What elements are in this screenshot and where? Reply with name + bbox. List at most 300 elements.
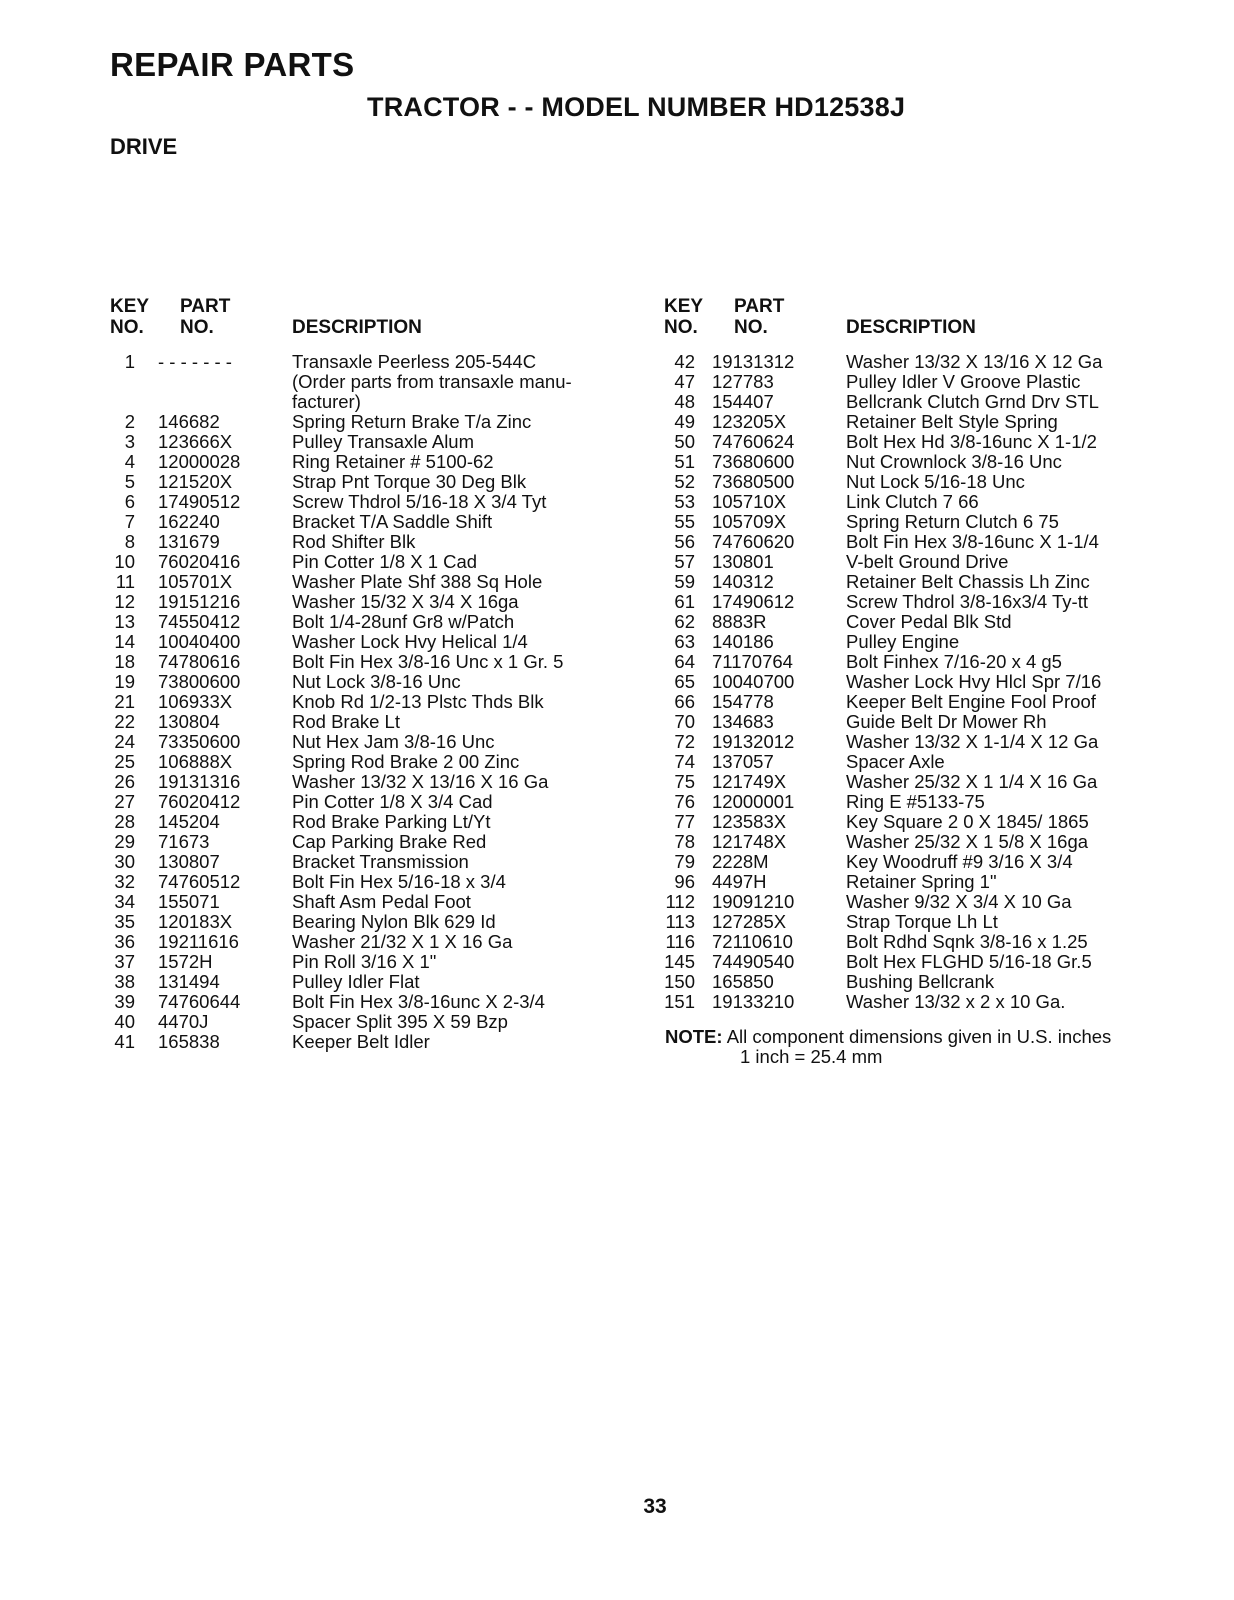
part-number: 127285X xyxy=(712,911,787,932)
description-line: Rod Shifter Blk xyxy=(292,531,416,552)
part-description xyxy=(292,1032,430,1052)
description-line: Key Woodruff #9 3/16 X 3/4 xyxy=(846,851,1073,872)
description-line: Retainer Belt Style Spring xyxy=(846,411,1058,432)
key-cell xyxy=(105,432,135,452)
description-line: Nut Hex Jam 3/8-16 Unc xyxy=(292,731,495,752)
right-header-description: DESCRIPTION xyxy=(846,317,976,338)
part-number: 130807 xyxy=(158,851,220,872)
description-line: Washer 9/32 X 3/4 X 10 Ga xyxy=(846,891,1072,912)
parts-row xyxy=(660,432,1180,452)
part-number: 76020416 xyxy=(158,551,241,572)
key-cell xyxy=(105,892,135,912)
key-cell xyxy=(660,572,695,592)
key-cell xyxy=(105,732,135,752)
key-number: 42 xyxy=(674,351,695,372)
key-number: 64 xyxy=(674,651,695,672)
description-line: Retainer Spring 1" xyxy=(846,871,997,892)
parts-row xyxy=(105,612,605,632)
part-description xyxy=(292,652,563,672)
part-number: 2228M xyxy=(712,851,769,872)
part-description xyxy=(846,812,1089,832)
part-description xyxy=(846,932,1088,952)
part-description xyxy=(292,952,436,972)
key-cell xyxy=(660,832,695,852)
part-description xyxy=(846,372,1080,392)
key-cell xyxy=(660,812,695,832)
key-number: 34 xyxy=(114,891,135,912)
description-line: Keeper Belt Engine Fool Proof xyxy=(846,691,1096,712)
part-number: 4497H xyxy=(712,871,767,892)
key-number: 77 xyxy=(674,811,695,832)
description-line: Pin Cotter 1/8 X 1 Cad xyxy=(292,551,478,572)
key-cell xyxy=(660,892,695,912)
key-number: 51 xyxy=(674,451,695,472)
parts-row xyxy=(660,972,1180,992)
key-cell xyxy=(105,552,135,572)
key-cell xyxy=(105,872,135,892)
key-cell xyxy=(660,652,695,672)
key-number: 13 xyxy=(114,611,135,632)
parts-row xyxy=(105,572,605,592)
key-cell xyxy=(105,632,135,652)
description-line: Shaft Asm Pedal Foot xyxy=(292,891,471,912)
parts-row xyxy=(105,352,605,412)
part-number: 130801 xyxy=(712,551,774,572)
part-number: 145204 xyxy=(158,811,220,832)
key-cell xyxy=(105,832,135,852)
key-number: 8 xyxy=(124,531,135,552)
key-number: 74 xyxy=(674,751,695,772)
key-cell xyxy=(105,712,135,732)
parts-row xyxy=(105,932,605,952)
part-description xyxy=(292,492,546,512)
part-description xyxy=(292,512,492,532)
parts-row xyxy=(660,352,1180,372)
description-line: Link Clutch 7 66 xyxy=(846,491,979,512)
parts-row xyxy=(660,612,1180,632)
part-number: 162240 xyxy=(158,511,220,532)
part-number: 73800600 xyxy=(158,671,241,692)
parts-row xyxy=(660,632,1180,652)
parts-row xyxy=(660,672,1180,692)
description-line: Pin Cotter 1/8 X 3/4 Cad xyxy=(292,791,493,812)
key-number: 36 xyxy=(114,931,135,952)
key-number: 37 xyxy=(114,951,135,972)
key-cell xyxy=(105,852,135,872)
part-description xyxy=(292,852,469,872)
part-description xyxy=(292,432,474,452)
part-number: 12000028 xyxy=(158,451,241,472)
part-description xyxy=(846,752,945,772)
parts-row xyxy=(660,552,1180,572)
parts-row xyxy=(105,672,605,692)
description-line: Washer Plate Shf 388 Sq Hole xyxy=(292,571,543,592)
description-line: V-belt Ground Drive xyxy=(846,551,1009,572)
key-cell xyxy=(105,492,135,512)
key-cell xyxy=(660,532,695,552)
key-cell xyxy=(105,1032,135,1052)
key-cell xyxy=(660,432,695,452)
key-number: 11 xyxy=(115,571,135,592)
key-number: 76 xyxy=(674,791,695,812)
header-key-line2: NO. xyxy=(110,317,144,338)
part-number: 130804 xyxy=(158,711,220,732)
part-description xyxy=(292,592,519,612)
part-number: 106933X xyxy=(158,691,233,712)
key-cell xyxy=(660,372,695,392)
part-description xyxy=(846,912,998,932)
key-cell xyxy=(660,792,695,812)
part-number: 105709X xyxy=(712,511,787,532)
part-number: 74760644 xyxy=(158,991,241,1012)
key-cell xyxy=(105,992,135,1012)
part-description xyxy=(846,572,1090,592)
description-line: Keeper Belt Idler xyxy=(292,1031,430,1052)
parts-row xyxy=(105,752,605,772)
parts-row xyxy=(660,772,1180,792)
part-description xyxy=(292,812,490,832)
key-number: 62 xyxy=(674,611,695,632)
parts-row xyxy=(105,592,605,612)
description-line: Nut Crownlock 3/8-16 Unc xyxy=(846,451,1062,472)
part-number: 10040400 xyxy=(158,631,241,652)
parts-row xyxy=(660,412,1180,432)
part-number: 154407 xyxy=(712,391,774,412)
description-line: Strap Torque Lh Lt xyxy=(846,911,998,932)
header-part-line1: PART xyxy=(734,296,785,317)
parts-row xyxy=(105,1012,605,1032)
part-description xyxy=(292,932,512,952)
parts-row xyxy=(660,452,1180,472)
key-number: 70 xyxy=(674,711,695,732)
key-number: 75 xyxy=(674,771,695,792)
part-description xyxy=(846,892,1072,912)
key-number: 57 xyxy=(674,551,695,572)
key-number: 18 xyxy=(114,651,135,672)
description-line: Bracket T/A Saddle Shift xyxy=(292,511,493,532)
left-parts-list xyxy=(105,352,605,1052)
part-number: 154778 xyxy=(712,691,774,712)
note-line2: 1 inch = 25.4 mm xyxy=(740,1046,883,1067)
parts-row xyxy=(660,472,1180,492)
page-title: REPAIR PARTS xyxy=(110,46,355,83)
key-number: 113 xyxy=(665,911,695,932)
key-cell xyxy=(105,772,135,792)
part-description xyxy=(292,732,495,752)
part-description xyxy=(292,572,542,592)
description-line: Pulley Idler Flat xyxy=(292,971,420,992)
key-cell xyxy=(105,792,135,812)
description-line: Bolt Fin Hex 5/16-18 x 3/4 xyxy=(292,871,506,892)
header-part-line1: PART xyxy=(180,296,231,317)
part-description xyxy=(292,972,420,992)
parts-row xyxy=(105,492,605,512)
key-cell xyxy=(105,912,135,932)
description-line: Bolt Fin Hex 3/8-16unc X 2-3/4 xyxy=(292,991,545,1012)
key-number: 49 xyxy=(674,411,695,432)
header-key-line1: KEY xyxy=(664,296,704,317)
key-cell xyxy=(105,572,135,592)
part-description xyxy=(292,832,486,852)
part-number: 74760512 xyxy=(158,871,241,892)
key-cell xyxy=(105,972,135,992)
description-line: Bushing Bellcrank xyxy=(846,971,995,992)
key-cell xyxy=(660,672,695,692)
parts-row xyxy=(105,812,605,832)
parts-row xyxy=(105,952,605,972)
part-number: 73350600 xyxy=(158,731,241,752)
parts-row xyxy=(105,712,605,732)
part-description xyxy=(292,412,531,432)
parts-row xyxy=(660,732,1180,752)
part-number: 131494 xyxy=(158,971,220,992)
key-number: 53 xyxy=(674,491,695,512)
description-line: Guide Belt Dr Mower Rh xyxy=(846,711,1047,732)
description-line: Washer 25/32 X 1 5/8 X 16ga xyxy=(846,831,1089,852)
key-number: 145 xyxy=(664,951,695,972)
section-title: DRIVE xyxy=(110,134,178,159)
key-number: 72 xyxy=(674,731,695,752)
part-description xyxy=(292,472,526,492)
description-line: Spring Return Brake T/a Zinc xyxy=(292,411,532,432)
key-number: 24 xyxy=(114,731,135,752)
part-number: 74780616 xyxy=(158,651,241,672)
key-number: 1 xyxy=(124,351,135,372)
description-line: Bellcrank Clutch Grnd Drv STL xyxy=(846,391,1099,412)
key-number: 38 xyxy=(114,971,135,992)
key-number: 47 xyxy=(674,371,695,392)
key-cell xyxy=(105,512,135,532)
parts-row xyxy=(660,712,1180,732)
part-description xyxy=(292,992,545,1012)
page-number: 33 xyxy=(643,1495,667,1518)
description-line: Washer 13/32 X 13/16 X 12 Ga xyxy=(846,351,1103,372)
part-description xyxy=(846,412,1058,432)
key-cell xyxy=(660,912,695,932)
part-description xyxy=(846,992,1065,1012)
description-line: Bracket Transmission xyxy=(292,851,469,872)
part-description xyxy=(292,532,415,552)
description-line: Washer 13/32 x 2 x 10 Ga. xyxy=(846,991,1066,1012)
key-cell xyxy=(660,692,695,712)
description-line: Strap Pnt Torque 30 Deg Blk xyxy=(292,471,527,492)
key-number: 79 xyxy=(674,851,695,872)
parts-row xyxy=(660,752,1180,772)
part-description xyxy=(846,692,1096,712)
key-number: 66 xyxy=(674,691,695,712)
key-number: 4 xyxy=(124,451,135,472)
part-number: 19211616 xyxy=(158,931,239,952)
key-cell xyxy=(660,772,695,792)
part-number: 73680600 xyxy=(712,451,795,472)
part-description xyxy=(846,452,1062,472)
part-number: 71673 xyxy=(158,831,210,852)
part-number: 71170764 xyxy=(712,651,793,672)
key-cell xyxy=(660,472,695,492)
description-line: Ring Retainer # 5100-62 xyxy=(292,451,494,472)
key-cell xyxy=(105,352,135,372)
part-description xyxy=(292,912,496,932)
part-description xyxy=(846,652,1062,672)
part-number: 76020412 xyxy=(158,791,241,812)
description-line: Washer 25/32 X 1 1/4 X 16 Ga xyxy=(846,771,1098,792)
parts-row xyxy=(660,372,1180,392)
part-number: 74760624 xyxy=(712,431,795,452)
key-cell xyxy=(660,952,695,972)
key-number: 32 xyxy=(114,871,135,892)
parts-row xyxy=(660,652,1180,672)
part-number: 146682 xyxy=(158,411,220,432)
note xyxy=(665,1027,1111,1067)
key-number: 2 xyxy=(124,411,135,432)
description-line: Rod Brake Parking Lt/Yt xyxy=(292,811,491,832)
key-number: 19 xyxy=(114,671,135,692)
parts-row xyxy=(105,792,605,812)
key-cell xyxy=(660,872,695,892)
parts-row xyxy=(660,912,1180,932)
key-cell xyxy=(660,732,695,752)
right-header-part xyxy=(734,296,784,338)
part-description xyxy=(292,612,514,632)
parts-row xyxy=(660,572,1180,592)
parts-row xyxy=(105,772,605,792)
parts-row xyxy=(105,472,605,492)
part-description xyxy=(846,472,1025,492)
key-cell xyxy=(105,532,135,552)
part-description xyxy=(846,492,979,512)
parts-row xyxy=(660,392,1180,412)
part-description xyxy=(846,672,1101,692)
description-line: Spring Rod Brake 2 00 Zinc xyxy=(292,751,520,772)
part-number: - - - - - - - xyxy=(158,351,232,372)
part-number: 74490540 xyxy=(712,951,795,972)
part-number: 19091210 xyxy=(712,891,795,912)
description-line: Key Square 2 0 X 1845/ 1865 xyxy=(846,811,1089,832)
part-number: 72110610 xyxy=(712,931,793,952)
part-description xyxy=(846,592,1088,612)
key-cell xyxy=(660,552,695,572)
part-number: 127783 xyxy=(712,371,774,392)
parts-row xyxy=(105,992,605,1012)
note-label: NOTE: xyxy=(665,1026,723,1047)
description-line: Bolt Rdhd Sqnk 3/8-16 x 1.25 xyxy=(846,931,1088,952)
parts-row xyxy=(105,652,605,672)
key-number: 6 xyxy=(124,491,135,512)
part-description xyxy=(846,772,1097,792)
part-description xyxy=(846,792,985,812)
part-number: 123666X xyxy=(158,431,233,452)
parts-row xyxy=(105,552,605,572)
part-description xyxy=(292,752,519,772)
part-description xyxy=(292,552,477,572)
parts-row xyxy=(660,952,1180,972)
description-line: Bearing Nylon Blk 629 Id xyxy=(292,911,496,932)
key-number: 150 xyxy=(664,971,695,992)
key-cell xyxy=(105,652,135,672)
key-cell xyxy=(105,472,135,492)
part-number: 74760620 xyxy=(712,531,795,552)
key-number: 48 xyxy=(674,391,695,412)
part-number: 121749X xyxy=(712,771,787,792)
description-line: Cap Parking Brake Red xyxy=(292,831,487,852)
part-description xyxy=(846,972,994,992)
part-description xyxy=(292,712,400,732)
key-number: 65 xyxy=(674,671,695,692)
description-line: Spacer Split 395 X 59 Bzp xyxy=(292,1011,508,1032)
parts-row xyxy=(105,632,605,652)
key-cell xyxy=(660,972,695,992)
parts-row xyxy=(105,412,605,432)
part-number: 73680500 xyxy=(712,471,795,492)
part-description xyxy=(292,1012,508,1032)
header-part-line2: NO. xyxy=(180,317,214,338)
parts-row xyxy=(105,432,605,452)
key-cell xyxy=(105,1012,135,1032)
description-line: Pulley Engine xyxy=(846,631,960,652)
parts-row xyxy=(660,992,1180,1012)
part-number: 123583X xyxy=(712,811,787,832)
parts-row xyxy=(105,452,605,472)
key-number: 56 xyxy=(674,531,695,552)
parts-row xyxy=(660,532,1180,552)
parts-row xyxy=(105,892,605,912)
key-cell xyxy=(660,512,695,532)
description-line: Ring E #5133-75 xyxy=(846,791,985,812)
key-number: 116 xyxy=(665,931,695,952)
left-header-key xyxy=(110,296,149,338)
left-header-part xyxy=(180,296,230,338)
key-number: 29 xyxy=(114,831,135,852)
description-line: Spring Return Clutch 6 75 xyxy=(846,511,1059,532)
part-number: 134683 xyxy=(712,711,774,732)
part-number: 106888X xyxy=(158,751,233,772)
description-line: Screw Thdrol 5/16-18 X 3/4 Tyt xyxy=(292,491,547,512)
part-description xyxy=(846,852,1073,872)
parts-row xyxy=(105,532,605,552)
key-number: 151 xyxy=(664,991,695,1012)
part-number: 121748X xyxy=(712,831,787,852)
description-line: Washer 13/32 X 1-1/4 X 12 Ga xyxy=(846,731,1099,752)
key-number: 35 xyxy=(114,911,135,932)
description-line: Bolt Fin Hex 3/8-16unc X 1-1/4 xyxy=(846,531,1099,552)
part-description xyxy=(292,872,506,892)
description-line: Washer 15/32 X 3/4 X 16ga xyxy=(292,591,519,612)
parts-row xyxy=(105,692,605,712)
parts-row xyxy=(660,812,1180,832)
part-description xyxy=(846,952,1092,972)
key-number: 59 xyxy=(674,571,695,592)
description-line: Washer Lock Hvy Helical 1/4 xyxy=(292,631,528,652)
parts-row xyxy=(105,852,605,872)
description-line: Bolt Hex FLGHD 5/16-18 Gr.5 xyxy=(846,951,1092,972)
description-line: facturer) xyxy=(292,391,361,412)
part-number: 12000001 xyxy=(712,791,795,812)
description-line: Knob Rd 1/2-13 Plstc Thds Blk xyxy=(292,691,544,712)
key-number: 39 xyxy=(114,991,135,1012)
part-number: 19131316 xyxy=(158,771,241,792)
description-line: Transaxle Peerless 205-544C xyxy=(292,351,537,372)
right-parts-list xyxy=(660,352,1180,1012)
key-number: 96 xyxy=(674,871,695,892)
parts-row xyxy=(660,692,1180,712)
description-line: Washer 21/32 X 1 X 16 Ga xyxy=(292,931,513,952)
part-number: 19132012 xyxy=(712,731,795,752)
description-line: Washer Lock Hvy Hlcl Spr 7/16 xyxy=(846,671,1102,692)
key-cell xyxy=(105,592,135,612)
key-cell xyxy=(660,712,695,732)
part-number: 140312 xyxy=(712,571,774,592)
part-description xyxy=(292,352,572,412)
